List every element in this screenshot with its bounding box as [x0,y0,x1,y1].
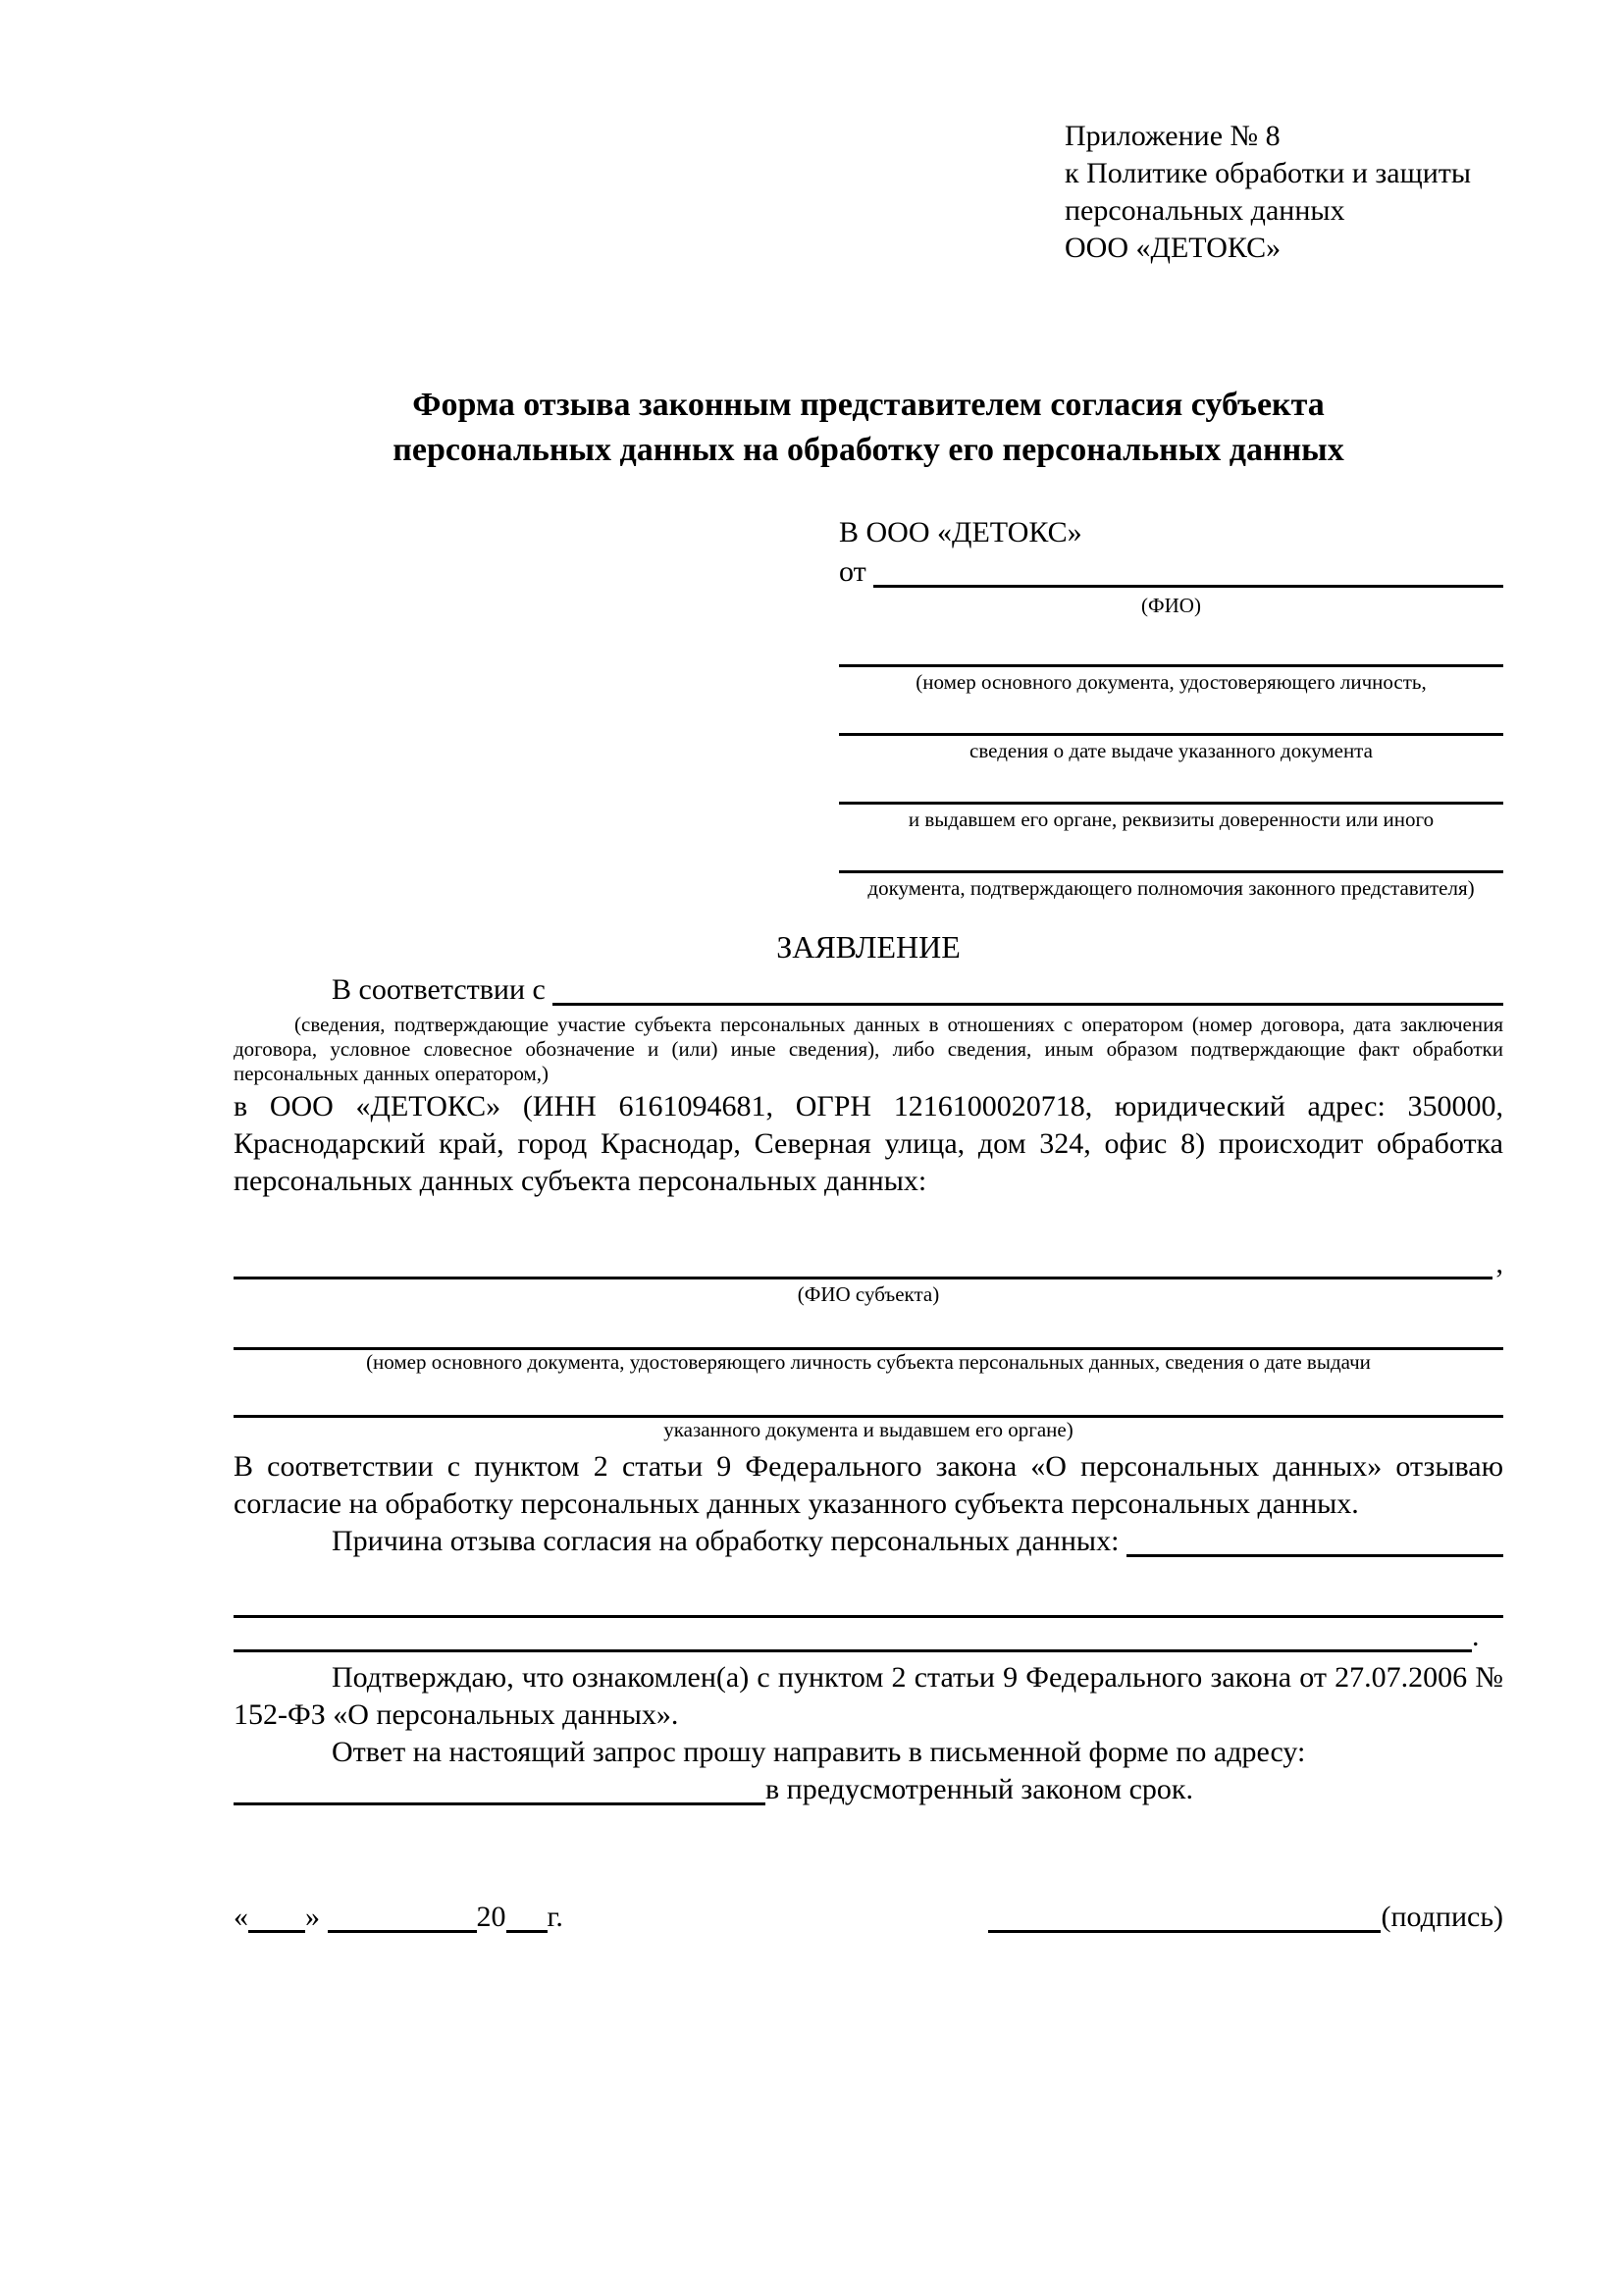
appendix-header [1065,118,1503,267]
reason-field-row [234,1523,1503,1560]
reason-blank-period: . [1472,1620,1480,1652]
reply-address-blank-field [234,1802,765,1805]
date-year-suffix: г. [547,1901,563,1933]
date-open-quote: « [234,1901,248,1933]
appendix-header-line: ООО «ДЕТОКС» [1065,232,1282,264]
basis-caption: (сведения, подтверждающие участие субъекта персональных данных в отношениях с оператором (номер договора, дата заключения договора, условное словесное обозначение и (или) иные сведения), либо сведения, иным образом подтверждающие факт обработки персональных данных оператором,) [234,1013,1503,1085]
reason-blank-field-start [1126,1554,1503,1557]
subject-fio-blank-field [234,1277,1492,1279]
basis-blank-field [552,1003,1503,1006]
basis-label: В соответствии с [332,973,553,1006]
statement-heading: ЗАЯВЛЕНИЕ [776,929,961,965]
document-content [234,118,1503,1936]
footer-row [234,1899,1503,1936]
signature-caption: (подпись) [1381,1901,1503,1933]
confirmation-paragraph: Подтверждаю, что ознакомлен(а) с пунктом 2 статьи 9 Федерального закона от 27.07.2006 № 152-ФЗ «О персональных данных». [234,1661,1503,1731]
appendix-header-line: к Политике обработки и защиты [1065,157,1472,189]
date-line [234,1899,563,1936]
subject-line-comma: , [1495,1247,1503,1279]
date-year-prefix: 20 [476,1901,506,1933]
reply-request-paragraph: Ответ на настоящий запрос прошу направить в письменной форме по адресу: [332,1736,1306,1768]
reason-blank-field-line3 [234,1649,1472,1652]
subject-document-caption-1: (номер основного документа, удостоверяющего личность субъекта персональных данных, сведения о дате выдачи [366,1350,1371,1374]
basis-field-row [234,971,1503,1009]
fio-caption: (ФИО) [1141,594,1201,617]
date-month-blank-field [328,1930,477,1933]
appendix-header-line: персональных данных [1065,194,1345,227]
reply-deadline-text: в предусмотренный законом срок. [765,1773,1193,1805]
date-day-blank-field [248,1930,305,1933]
form-title [234,383,1503,473]
appendix-header-line: Приложение № 8 [1065,120,1281,152]
reason-blank-field-line3-row [234,1618,1503,1655]
signature-blank-field [988,1930,1381,1933]
from-label: от [839,555,874,588]
reason-label: Причина отзыва согласия на обработку персональных данных: [332,1525,1126,1557]
subject-document-caption-2: указанного документа и выдавшем его органе) [663,1418,1073,1441]
document-caption-1: (номер основного документа, удостоверяющего личность, [916,670,1427,694]
document-issuer-blank-field [839,763,1503,805]
document-date-blank-field [839,695,1503,736]
subject-document-blank-field [234,1307,1503,1350]
addressee-organization: В ООО «ДЕТОКС» [839,516,1082,548]
subject-fio-field-row [234,1245,1503,1282]
form-title-line1: Форма отзыва законным представителем согласия субъекта [412,387,1325,423]
document-caption-2: сведения о дате выдаче указанного документа [969,739,1373,762]
signature-block [988,1899,1503,1936]
subject-document-issuer-blank-field [234,1375,1503,1418]
representative-authority-blank-field [839,832,1503,873]
from-field-row [839,553,1503,591]
subject-fio-caption: (ФИО субъекта) [797,1282,940,1306]
date-year-blank-field [506,1930,548,1933]
document-number-blank-field [839,618,1503,667]
from-fio-blank-field [873,585,1503,588]
operator-paragraph: в ООО «ДЕТОКС» (ИНН 6161094681, ОГРН 1216100020718, юридический адрес: 350000, Краснодарский край, город Краснодар, Северная улица, дом 324, офис 8) происходит обработка персональных данных субъекта персональных данных: [234,1090,1503,1197]
withdrawal-paragraph: В соответствии с пунктом 2 статьи 9 Федерального закона «О персональных данных» отзываю согласие на обработку персональных данных указанного субъекта персональных данных. [234,1450,1503,1520]
date-close-quote: » [305,1901,328,1933]
form-title-line2: персональных данных на обработку его персональных данных [393,432,1344,468]
document-caption-3: и выдавшем его органе, реквизиты доверенности или иного [908,808,1435,831]
addressee-block [839,514,1503,901]
reply-address-field-row [234,1771,1503,1808]
document-caption-4: документа, подтверждающего полномочия законного представителя) [867,876,1475,900]
